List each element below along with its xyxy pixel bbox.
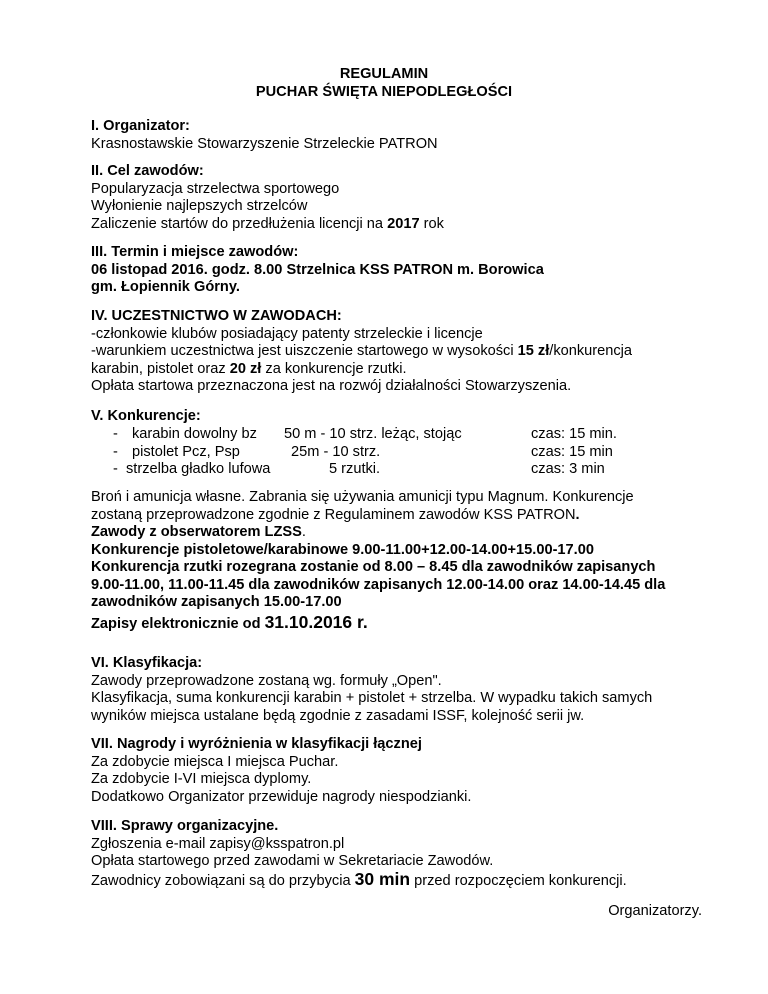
arrival-time: 30 min <box>354 868 411 889</box>
clay-schedule-line: 9.00-11.00, 11.00-11.45 dla zawodników zapisanych 12.00-14.00 oraz 14.00-14.45 dla <box>91 576 666 593</box>
awards-line: Za zdobycie I-VI miejsca dyplomy. <box>91 771 312 787</box>
section-date-place <box>91 244 731 297</box>
fee-amount: 20 zł <box>229 360 262 377</box>
row-dash: - <box>113 461 118 477</box>
signature: Organizatorzy. <box>608 903 702 919</box>
section-heading: VIII. Sprawy organizacyjne. <box>91 818 279 834</box>
goal-line <box>91 216 731 234</box>
section-heading: III. Termin i miejsce zawodów: <box>91 244 299 260</box>
competition-desc: 50 m - 10 strz. leżąc, stojąc <box>284 426 462 442</box>
organizer-name: Krasnostawskie Stowarzyszenie Strzeleckie PATRON <box>91 135 438 152</box>
rules-line <box>91 507 731 525</box>
participation-text: karabin, pistolet oraz <box>91 360 230 377</box>
section-organization <box>91 818 731 890</box>
section-goal <box>91 163 731 233</box>
observer-text: . <box>301 524 306 540</box>
competition-name: karabin dowolny bz <box>132 426 257 442</box>
competition-desc: 5 rzutki. <box>329 461 381 477</box>
section-organizer <box>91 118 731 153</box>
goal-line: Wyłonienie najlepszych strzelców <box>91 198 308 214</box>
document-title: REGULAMIN <box>339 66 429 82</box>
observer-line <box>91 524 731 542</box>
organization-line: Zgłoszenia e-mail zapisy@ksspatron.pl <box>91 835 345 852</box>
competition-desc: 25m - 10 strz. <box>291 443 381 460</box>
clay-schedule-line: zawodników zapisanych 15.00-17.00 <box>91 594 342 610</box>
participation-text: za konkurencje rzutki. <box>261 360 407 377</box>
competition-name: strzelba gładko lufowa <box>126 461 271 477</box>
date-place-line: 06 listopad 2016. godz. 8.00 Strzelnica KSS PATRON m. Borowica <box>91 261 544 278</box>
awards-line: Za zdobycie miejsca I miejsca Puchar. <box>91 753 339 770</box>
section-participation <box>91 308 731 396</box>
rules-text: . <box>575 506 580 523</box>
classification-line: Zawody przeprowadzone zostaną wg. formuły „Open". <box>91 672 442 689</box>
observer-text: Zawody z obserwatorem LZSS <box>91 524 302 540</box>
organization-line: Opłata startowego przed zawodami w Sekretariacie Zawodów. <box>91 853 494 869</box>
section-competitions-heading <box>91 408 731 426</box>
registration-line <box>91 612 731 633</box>
fee-amount: 15 zł <box>517 343 550 359</box>
section-heading: VI. Klasyfikacja: <box>91 655 203 671</box>
row-dash: - <box>113 443 118 460</box>
rules-line: Broń i amunicja własne. Zabrania się używania amunicji typu Magnum. Konkurencje <box>91 489 634 505</box>
goal-line: Popularyzacja strzelectwa sportowego <box>91 180 340 197</box>
participation-line <box>91 343 731 361</box>
classification-line: Klasyfikacja, suma konkurencji karabin + pistolet + strzelba. W wypadku takich samych <box>91 690 653 706</box>
section-heading: IV. UCZESTNICTWO W ZAWODACH: <box>91 308 342 324</box>
section-awards <box>91 736 731 806</box>
classification-line: wyników miejsca ustalane będą zgodnie z zasadami ISSF, kolejność serii jw. <box>91 707 585 724</box>
competition-time: czas: 15 min <box>531 443 613 460</box>
license-year: 2017 <box>387 215 420 232</box>
competition-time: czas: 3 min <box>531 461 605 477</box>
registration-text: Zapisy elektronicznie od <box>91 615 265 632</box>
competition-time: czas: 15 min. <box>531 426 617 442</box>
section-heading: V. Konkurencje: <box>91 408 201 424</box>
organization-line <box>91 868 731 891</box>
section-classification <box>91 655 731 725</box>
rules-text: zostaną przeprowadzone zgodnie z Regulaminem zawodów KSS PATRON <box>91 506 576 523</box>
clay-schedule-line: Konkurencja rzutki rozegrana zostanie od 8.00 – 8.45 dla zawodników zapisanych <box>91 559 656 575</box>
document-subtitle: PUCHAR ŚWIĘTA NIEPODLEGŁOŚCI <box>255 84 513 100</box>
section-heading: VII. Nagrody i wyróżnienia w klasyfikacji łącznej <box>91 736 422 752</box>
participation-line <box>91 361 731 379</box>
awards-line: Dodatkowo Organizator przewiduje nagrody niespodzianki. <box>91 788 472 805</box>
competition-name: pistolet Pcz, Psp <box>132 443 240 460</box>
participation-line: Opłata startowa przeznaczona jest na rozwój działalności Stowarzyszenia. <box>91 378 572 394</box>
participation-text: /konkurencja <box>549 343 633 359</box>
section-heading: I. Organizator: <box>91 118 190 134</box>
goal-text: Zaliczenie startów do przedłużenia licencji na <box>91 215 388 232</box>
competition-rules <box>91 489 731 633</box>
schedule-line: Konkurencje pistoletowe/karabinowe 9.00-11.00+12.00-14.00+15.00-17.00 <box>91 541 594 558</box>
section-heading: II. Cel zawodów: <box>91 163 204 179</box>
goal-text: rok <box>419 215 444 232</box>
participation-line: -członkowie klubów posiadający patenty strzeleckie i licencje <box>91 325 483 342</box>
row-dash: - <box>113 426 118 442</box>
participation-text: -warunkiem uczestnictwa jest uiszczenie startowego w wysokości <box>91 343 518 359</box>
organization-text: Zawodnicy zobowiązani są do przybycia <box>91 872 355 889</box>
organization-text: przed rozpoczęciem konkurencji. <box>410 872 627 889</box>
date-place-line: gm. Łopiennik Górny. <box>91 279 240 295</box>
registration-date: 31.10.2016 r. <box>264 611 368 632</box>
